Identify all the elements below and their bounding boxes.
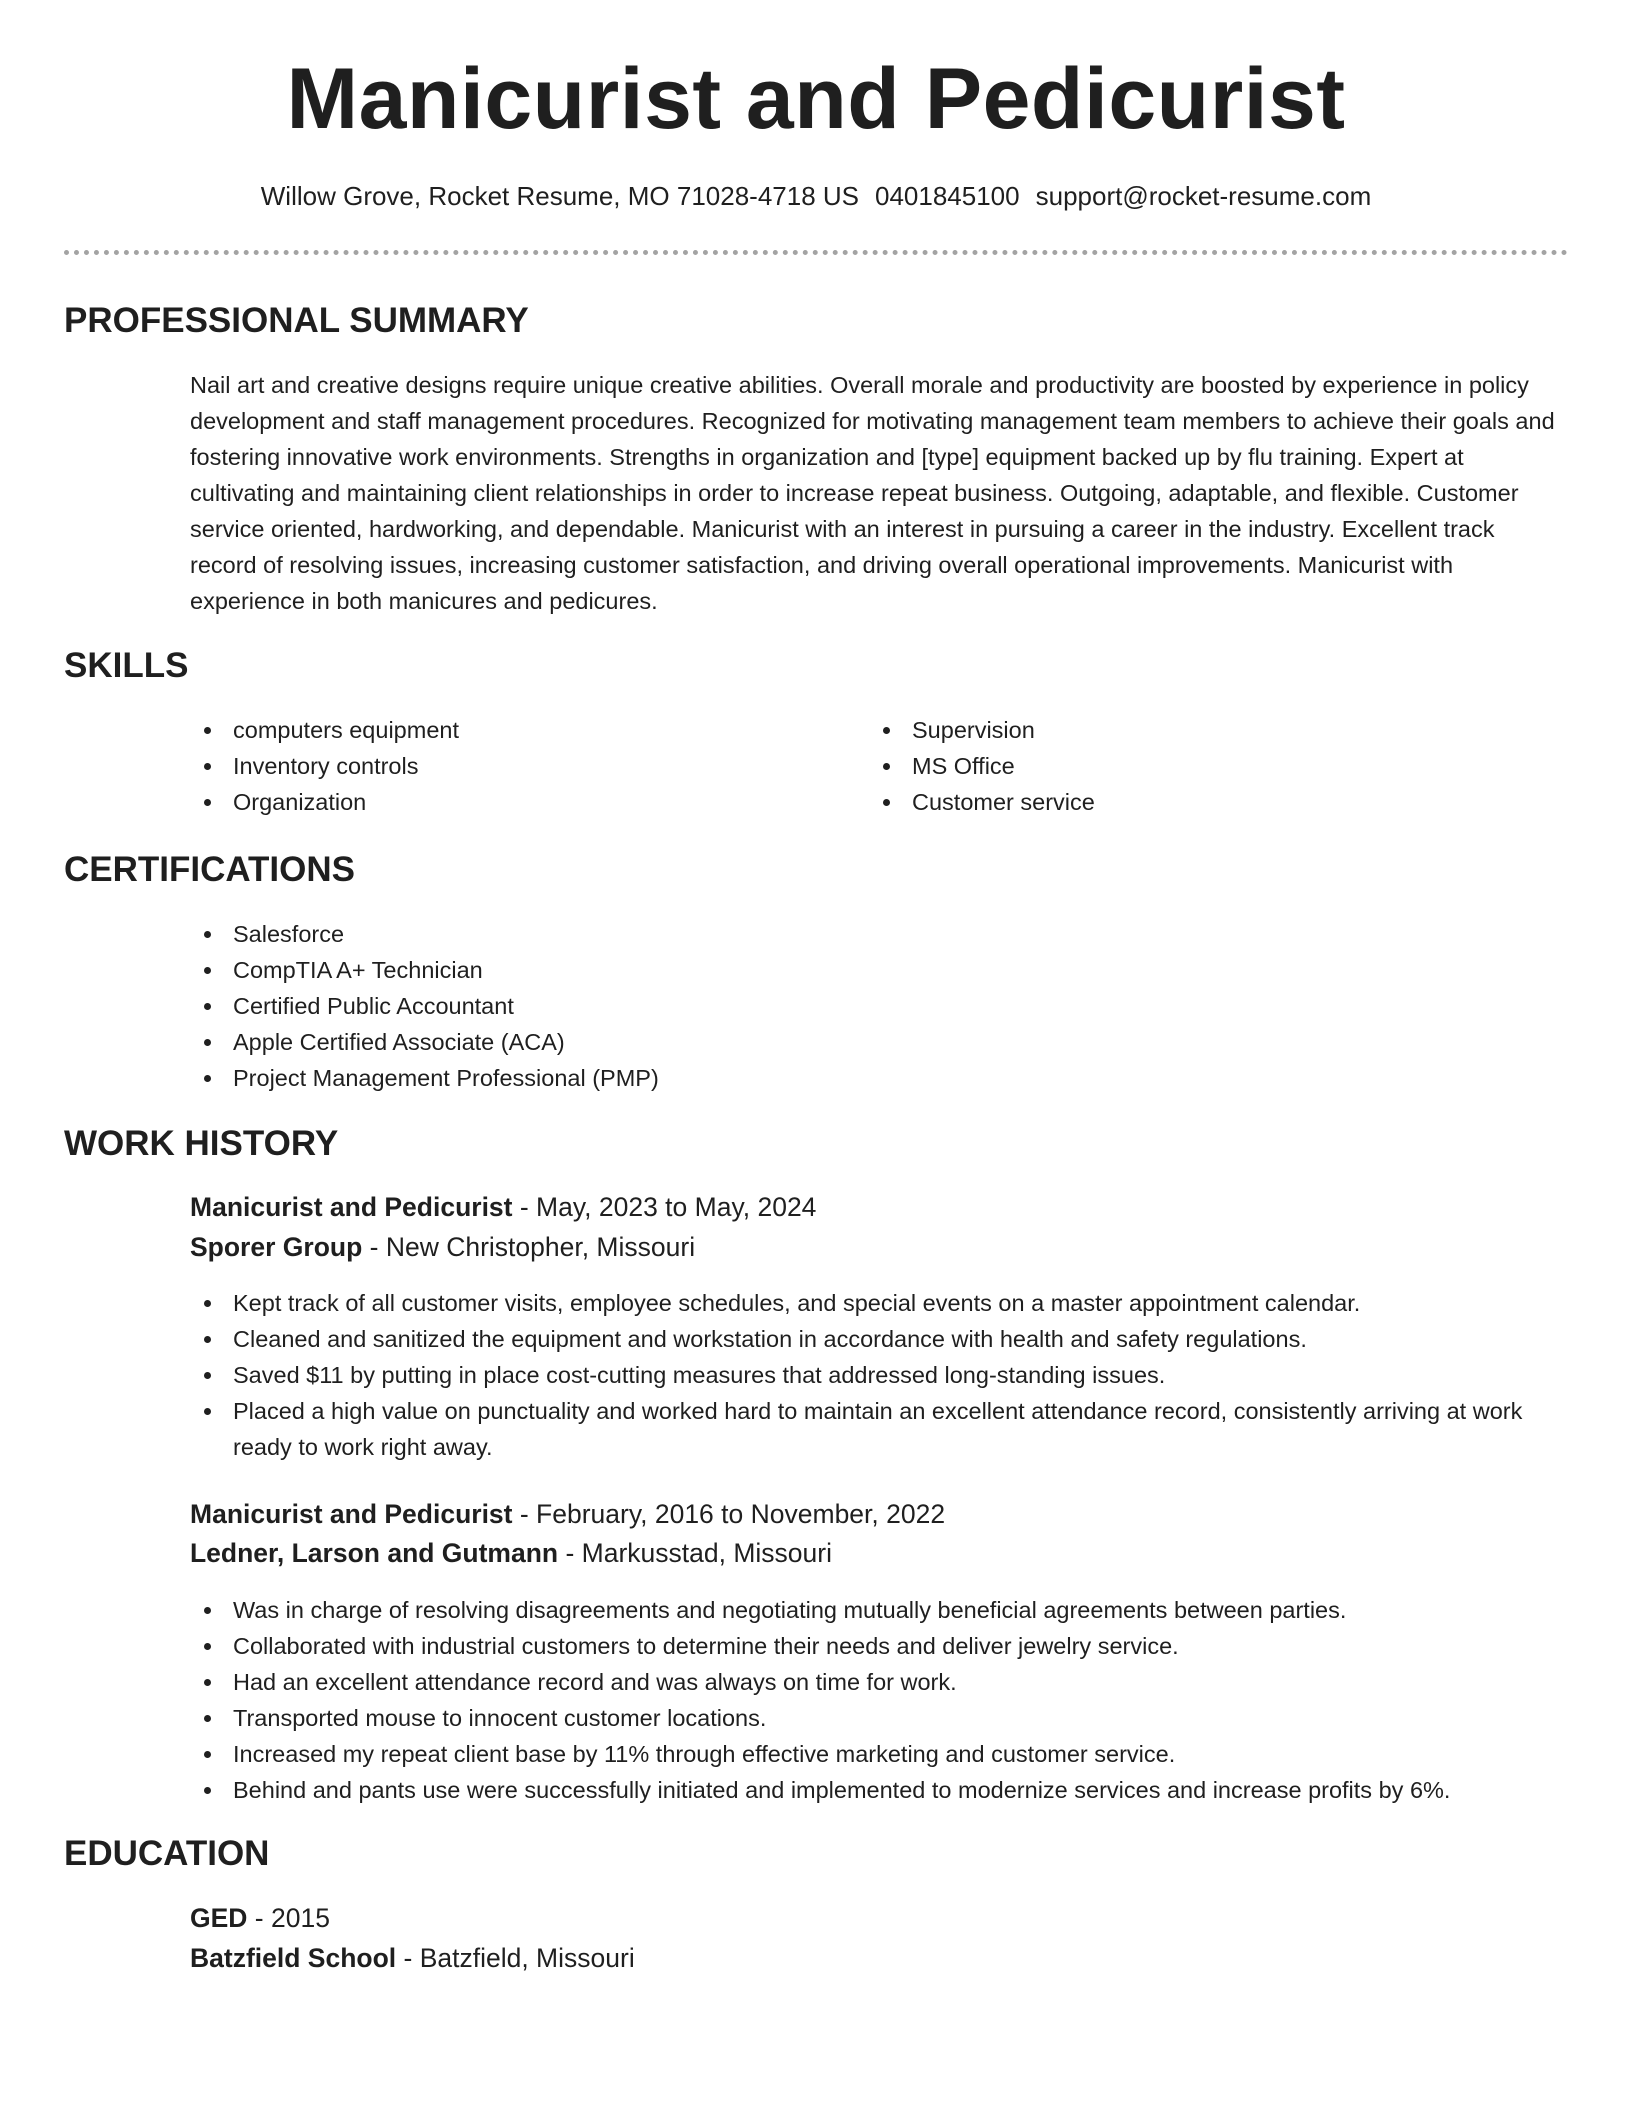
job-title-line	[190, 1499, 945, 1531]
certifications-list	[190, 916, 1565, 1096]
list-item: Project Management Professional (PMP)	[190, 1060, 1565, 1096]
list-item: Had an excellent attendance record and was always on time for work.	[190, 1664, 1565, 1700]
list-item: Collaborated with industrial customers to determine their needs and deliver jewelry service.	[190, 1628, 1565, 1664]
section-title-skills: SKILLS	[64, 646, 189, 685]
job-company-line	[190, 1538, 832, 1570]
job-location: - New Christopher, Missouri	[362, 1232, 696, 1262]
list-item: computers equipment	[190, 712, 830, 748]
list-item: Customer service	[869, 784, 1509, 820]
list-item: Inventory controls	[190, 748, 830, 784]
skills-list-left	[190, 712, 830, 820]
job-company: Sporer Group	[190, 1232, 363, 1262]
list-item: Transported mouse to innocent customer locations.	[190, 1700, 1565, 1736]
section-title-certifications: CERTIFICATIONS	[64, 850, 356, 889]
contact-phone: 0401845100	[875, 181, 1020, 211]
list-item: Cleaned and sanitized the equipment and workstation in accordance with health and safety regulations.	[190, 1321, 1565, 1357]
job-company-line	[190, 1232, 695, 1264]
section-title-education: EDUCATION	[64, 1834, 270, 1873]
contact-address: Willow Grove, Rocket Resume, MO 71028-4718 US	[260, 181, 859, 211]
summary-text: Nail art and creative designs require unique creative abilities. Overall morale and productivity are boosted by experience in policy development and staff management procedures. Recognized for motivating management team members to achieve their goals and fostering innovative work environments. Strengths in organization and [type] equipment backed up by flu training. Expert at cultivating and maintaining client relationships in order to increase repeat business. Outgoing, adaptable, and flexible. Customer service oriented, hardworking, and dependable. Manicurist with an interest in pursuing a career in the industry. Excellent track record of resolving issues, increasing customer satisfaction, and driving overall operational improvements. Manicurist with experience in both manicures and pedicures.	[190, 372, 1555, 614]
list-item: Placed a high value on punctuality and worked hard to maintain an excellent attendance record, consistently arriving at work ready to work right away.	[190, 1393, 1565, 1465]
list-item: Certified Public Accountant	[190, 988, 1565, 1024]
list-item: Apple Certified Associate (ACA)	[190, 1024, 1565, 1060]
list-item: Was in charge of resolving disagreements and negotiating mutually beneficial agreements between parties.	[190, 1592, 1565, 1628]
job-bullets	[190, 1592, 1565, 1808]
list-item: Kept track of all customer visits, employee schedules, and special events on a master appointment calendar.	[190, 1285, 1565, 1321]
section-title-work-history: WORK HISTORY	[64, 1124, 339, 1163]
list-item: Saved $11 by putting in place cost-cutting measures that addressed long-standing issues.	[190, 1357, 1565, 1393]
list-item: Supervision	[869, 712, 1509, 748]
job-role: Manicurist and Pedicurist	[190, 1499, 513, 1529]
section-title-summary: PROFESSIONAL SUMMARY	[64, 301, 529, 340]
job-location: - Markusstad, Missouri	[558, 1538, 832, 1568]
skills-list-right	[869, 712, 1509, 820]
contact-line	[0, 181, 1632, 212]
job-title-line	[190, 1192, 816, 1224]
list-item: Increased my repeat client base by 11% through effective marketing and customer service.	[190, 1736, 1565, 1772]
education-year: - 2015	[247, 1903, 330, 1933]
list-item: Organization	[190, 784, 830, 820]
education-location: - Batzfield, Missouri	[396, 1943, 635, 1973]
job-company: Ledner, Larson and Gutmann	[190, 1538, 559, 1568]
list-item: Behind and pants use were successfully initiated and implemented to modernize services and increase profits by 6%.	[190, 1772, 1565, 1808]
header-divider	[64, 250, 1568, 255]
job-bullets	[190, 1285, 1565, 1465]
job-role: Manicurist and Pedicurist	[190, 1192, 513, 1222]
contact-email: support@rocket-resume.com	[1035, 181, 1372, 211]
list-item: Salesforce	[190, 916, 1565, 952]
job-dates: - May, 2023 to May, 2024	[512, 1192, 817, 1222]
job-dates: - February, 2016 to November, 2022	[512, 1499, 946, 1529]
education-school: Batzfield School	[190, 1943, 397, 1973]
list-item: MS Office	[869, 748, 1509, 784]
education-school-line	[190, 1943, 635, 1975]
education-degree: GED	[190, 1903, 248, 1933]
list-item: CompTIA A+ Technician	[190, 952, 1565, 988]
candidate-name: Manicurist and Pedicurist	[286, 51, 1346, 147]
education-degree-line	[190, 1903, 330, 1935]
